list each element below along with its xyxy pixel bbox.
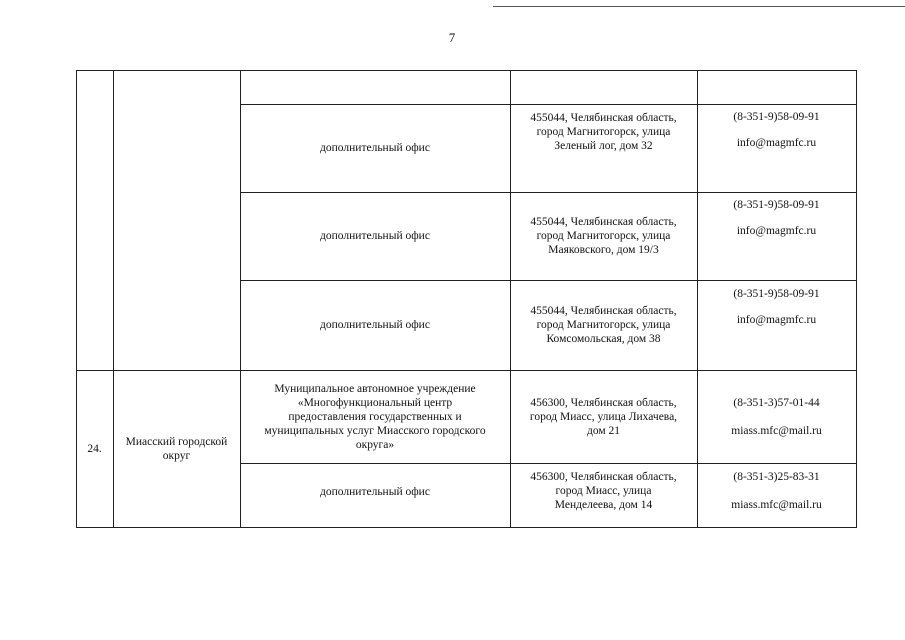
office-name-cell: дополнительный офис [320,142,430,154]
email: info@magmfc.ru [736,225,817,237]
contact-cell [697,287,856,367]
phone: (8-351-3)57-01-44 [733,396,820,409]
address-cell: 456300, Челябинская область, город Миасс, улица Менделеева, дом 14 [530,471,677,511]
phone: (8-351-9)58-09-91 [733,111,820,123]
address-cell: 455044, Челябинская область, город Магнитогорск, улица Маяковского, дом 19/3 [530,216,677,256]
email: miass.mfc@mail.ru [731,499,822,511]
office-name-cell: дополнительный офис [320,486,430,498]
address-cell: 455044, Челябинская область, город Магнитогорск, улица Комсомольская, дом 38 [530,305,677,345]
table-border-bottom [76,527,857,528]
office-name-cell: дополнительный офис [320,230,430,242]
contact-cell [697,110,856,190]
top-rule [493,6,905,7]
office-name-cell: Муниципальное автономное учреждение «Многофункциональный центр предоставления государственных и муниципальных услуг Миасского городского округа» [264,382,486,451]
page-number: 7 [448,30,456,45]
table-border-top [76,70,857,71]
phone: (8-351-9)58-09-91 [733,199,820,211]
municipality-cell: Миасский городской округ [125,435,228,462]
address-cell: 456300, Челябинская область, город Миасс, улица Лихачева, дом 21 [529,396,678,437]
email: info@magmfc.ru [736,314,817,326]
entry-number-cell: 24. [87,442,102,455]
office-name-cell: дополнительный офис [320,319,430,331]
email: info@magmfc.ru [736,137,817,149]
contact-cell [697,370,856,463]
contact-cell [697,198,856,278]
phone: (8-351-3)25-83-31 [733,471,820,483]
table-border-right [856,70,857,527]
email: miass.mfc@mail.ru [731,424,822,437]
address-cell: 455044, Челябинская область, город Магнитогорск, улица Зеленый лог, дом 32 [530,112,677,152]
contact-cell [697,470,856,526]
phone: (8-351-9)58-09-91 [733,288,820,300]
